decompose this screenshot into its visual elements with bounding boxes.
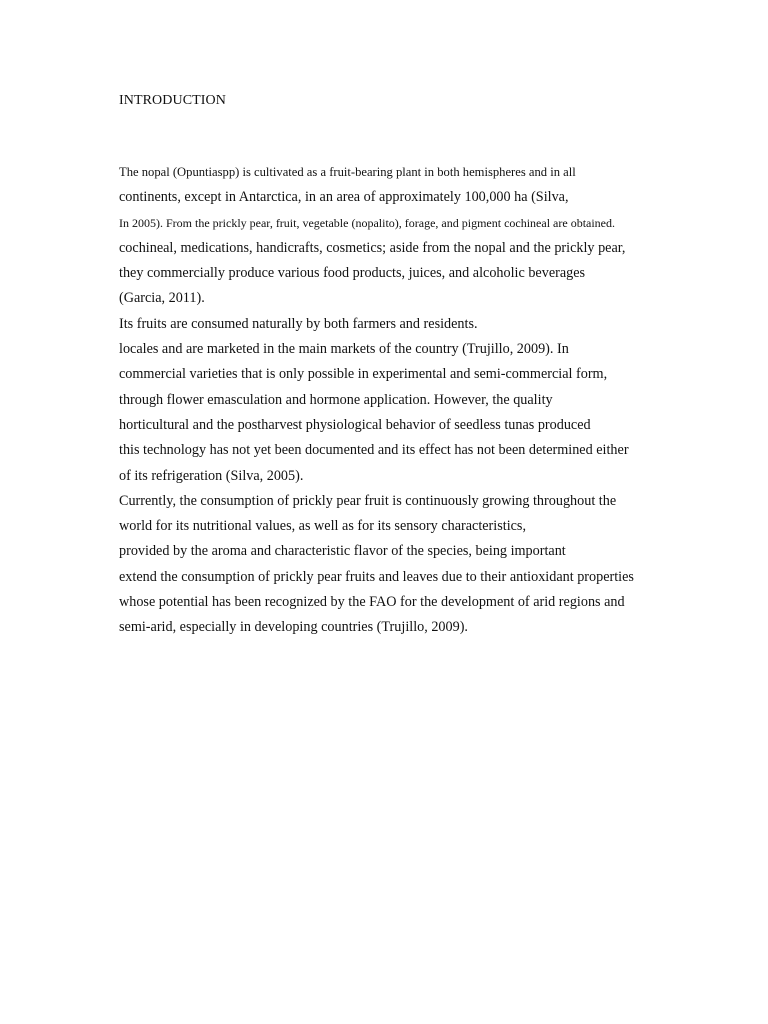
text-line: horticultural and the postharvest physiological behavior of seedless tunas produced [119, 416, 591, 433]
text-line: In 2005). From the prickly pear, fruit, vegetable (nopalito), forage, and pigment cochineal are obtained. [119, 215, 616, 230]
text-line: continents, except in Antarctica, in an area of approximately 100,000 ha (Silva, [119, 189, 569, 206]
text-line: Its fruits are consumed naturally by both farmers and residents. [119, 315, 478, 332]
text-line: The nopal (Opuntiaspp) is cultivated as a fruit-bearing plant in both hemispheres and in all [119, 165, 576, 179]
text-line: of its refrigeration (Silva, 2005). [119, 467, 304, 484]
text-line: extend the consumption of prickly pear fruits and leaves due to their antioxidant properties [119, 568, 634, 585]
text-line: Currently, the consumption of prickly pear fruit is continuously growing throughout the [119, 492, 617, 509]
body-paragraph [119, 160, 694, 641]
text-line: they commercially produce various food products, juices, and alcoholic beverages [119, 265, 586, 282]
text-line: locales and are marketed in the main markets of the country (Trujillo, 2009). In [119, 341, 569, 358]
text-line: world for its nutritional values, as well as for its sensory characteristics, [119, 518, 526, 535]
text-line: whose potential has been recognized by the FAO for the development of arid regions and [119, 594, 625, 611]
text-line: (Garcia, 2011). [119, 290, 205, 307]
text-line: through flower emasculation and hormone application. However, the quality [119, 391, 553, 408]
text-line: semi-arid, especially in developing countries (Trujillo, 2009). [119, 619, 468, 636]
text-line: commercial varieties that is only possible in experimental and semi-commercial form, [119, 366, 608, 383]
text-line: cochineal, medications, handicrafts, cosmetics; aside from the nopal and the prickly pear, [119, 239, 626, 256]
text-line: provided by the aroma and characteristic flavor of the species, being important [119, 543, 566, 560]
text-line: this technology has not yet been documented and its effect has not been determined either [119, 442, 629, 459]
section-heading: INTRODUCTION [119, 93, 226, 108]
